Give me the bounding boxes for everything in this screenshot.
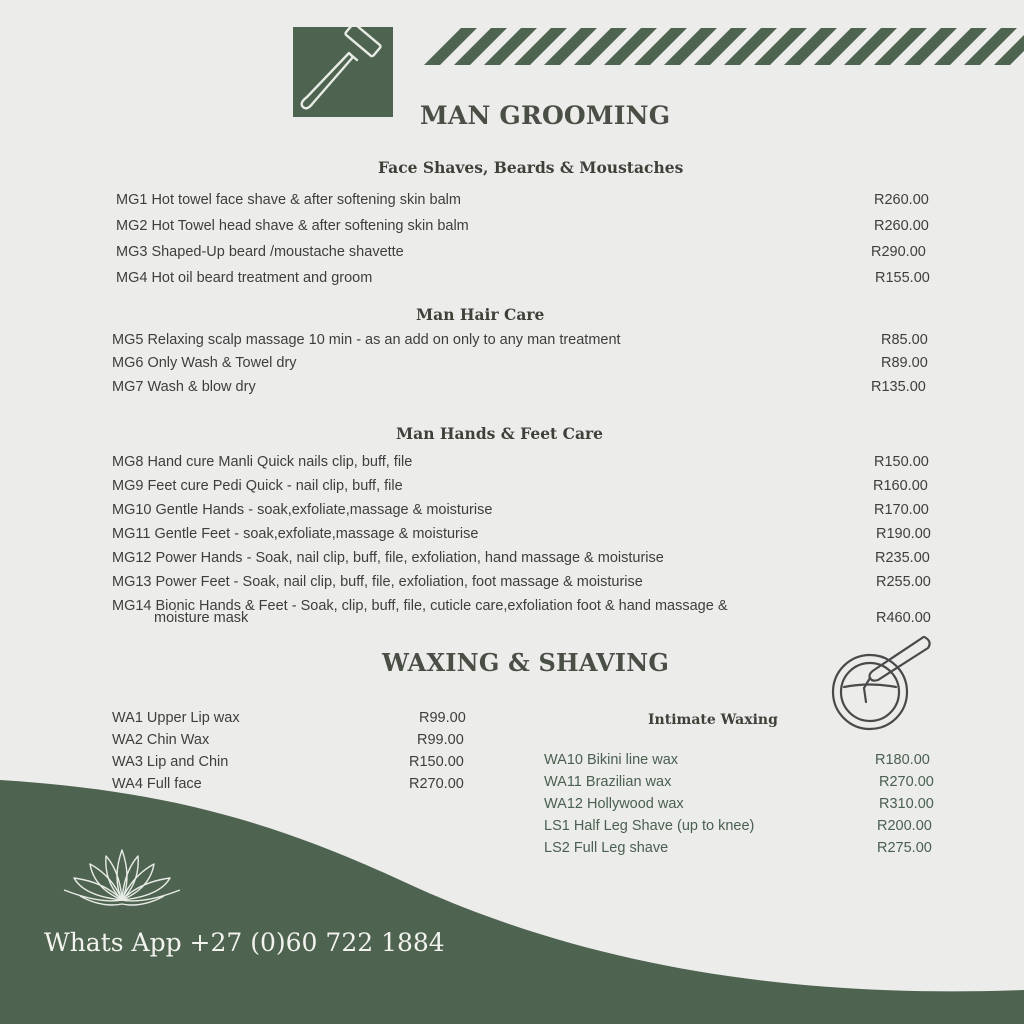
list-item-name: MG1 Hot towel face shave & after softening skin balm — [116, 192, 461, 208]
list-item-name: WA2 Chin Wax — [112, 732, 210, 748]
wax-pot-icon — [830, 630, 935, 740]
list-item-price: R190.00 — [876, 526, 931, 542]
list-item-name: WA4 Full face — [112, 776, 202, 792]
whatsapp-contact[interactable]: Whats App +27 (0)60 722 1884 — [44, 928, 445, 957]
list-item-price: R255.00 — [876, 574, 931, 590]
razor-icon — [293, 27, 393, 117]
list-item-name: LS2 Full Leg shave — [544, 840, 669, 856]
intimate-heading: Intimate Waxing — [648, 712, 778, 728]
list-item-name: WA11 Brazilian wax — [544, 774, 672, 790]
list-item-name: MG13 Power Feet - Soak, nail clip, buff, file, exfoliation, foot massage & moisturise — [112, 574, 643, 590]
diagonal-stripes-banner — [424, 28, 1024, 65]
list-item-price: R270.00 — [409, 776, 464, 792]
list-item-price: R460.00 — [876, 610, 931, 626]
list-item-name: WA10 Bikini line wax — [544, 752, 679, 768]
list-item-price: R99.00 — [417, 732, 464, 748]
face-heading: Face Shaves, Beards & Moustaches — [378, 158, 684, 177]
list-item-price: R85.00 — [881, 332, 928, 348]
lotus-icon — [60, 838, 184, 910]
list-item-name-continued: moisture mask — [154, 610, 249, 626]
list-item-name: MG10 Gentle Hands - soak,exfoliate,massage & moisturise — [112, 502, 493, 518]
page-title: MAN GROOMING — [420, 101, 671, 130]
list-item-name: MG12 Power Hands - Soak, nail clip, buff, file, exfoliation, hand massage & moisturise — [112, 550, 664, 566]
list-item-name: MG6 Only Wash & Towel dry — [112, 355, 297, 371]
list-item-price: R310.00 — [879, 796, 934, 812]
list-item-price: R89.00 — [881, 355, 928, 371]
list-item-price: R155.00 — [875, 270, 930, 286]
list-item-name: MG7 Wash & blow dry — [112, 379, 256, 395]
list-item-price: R270.00 — [879, 774, 934, 790]
list-item-price: R290.00 — [871, 244, 926, 260]
list-item-price: R170.00 — [874, 502, 929, 518]
list-item-name: MG8 Hand cure Manli Quick nails clip, buff, file — [112, 454, 413, 470]
list-item-name: LS1 Half Leg Shave (up to knee) — [544, 818, 755, 834]
list-item-price: R235.00 — [875, 550, 930, 566]
hands-heading: Man Hands & Feet Care — [396, 424, 604, 443]
list-item-price: R200.00 — [877, 818, 932, 834]
list-item-price: R260.00 — [874, 192, 929, 208]
list-item-name: MG4 Hot oil beard treatment and groom — [116, 270, 373, 286]
list-item-name: MG3 Shaped-Up beard /moustache shavette — [116, 244, 404, 260]
list-item-name: MG5 Relaxing scalp massage 10 min - as an add on only to any man treatment — [112, 332, 621, 348]
list-item-name: MG9 Feet cure Pedi Quick - nail clip, buff, file — [112, 478, 403, 494]
list-item-price: R135.00 — [871, 379, 926, 395]
waxing-title: WAXING & SHAVING — [382, 648, 670, 677]
list-item-name: WA3 Lip and Chin — [112, 754, 229, 770]
list-item-price: R150.00 — [874, 454, 929, 470]
list-item-price: R150.00 — [409, 754, 464, 770]
list-item-name: MG2 Hot Towel head shave & after softening skin balm — [116, 218, 469, 234]
list-item-name: MG11 Gentle Feet - soak,exfoliate,massage & moisturise — [112, 526, 479, 542]
list-item-price: R160.00 — [873, 478, 928, 494]
list-item-name: WA1 Upper Lip wax — [112, 710, 240, 726]
list-item-price: R99.00 — [419, 710, 466, 726]
list-item-price: R275.00 — [877, 840, 932, 856]
list-item-name: WA12 Hollywood wax — [544, 796, 684, 812]
list-item-name: MG14 Bionic Hands & Feet - Soak, clip, buff, file, cuticle care,exfoliation foot & hand massage & — [112, 598, 728, 614]
hair-heading: Man Hair Care — [416, 305, 545, 324]
list-item-price: R180.00 — [875, 752, 930, 768]
list-item-price: R260.00 — [874, 218, 929, 234]
